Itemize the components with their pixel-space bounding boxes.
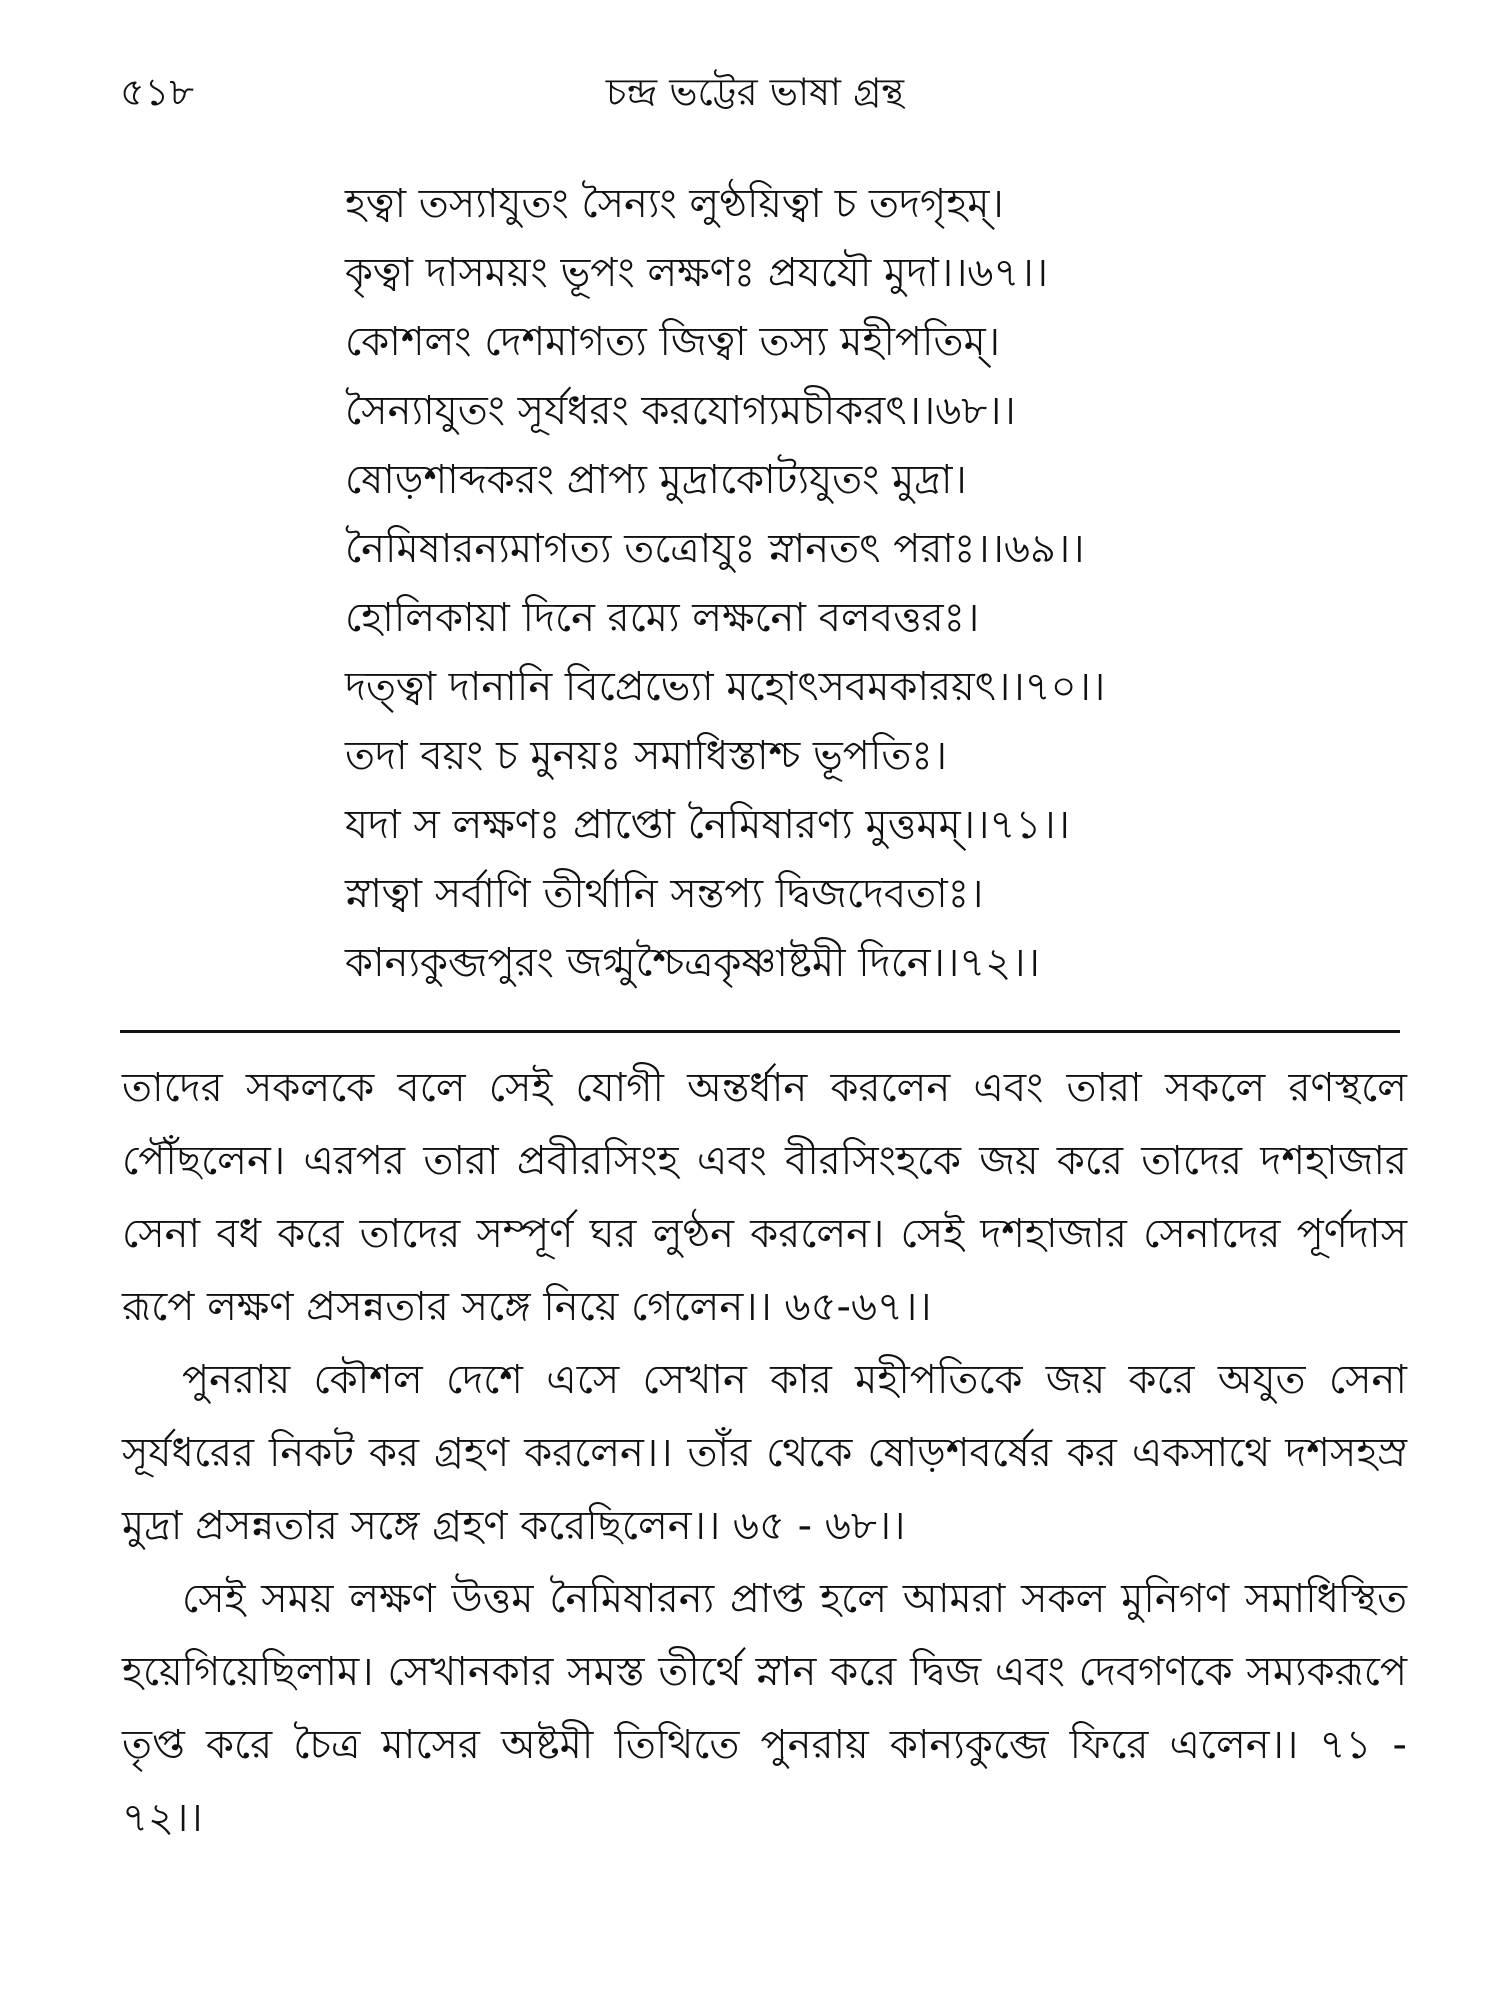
verse-line: ষোড়শাব্দকরং প্রাপ্য মুদ্রাকোট্যযুতং মুদ্রা। — [345, 457, 967, 503]
translation-paragraph: পুনরায় কৌশল দেশে এসে সেখান কার মহীপতিকে জয় করে অযুত সেনা সূর্যধরের নিকট কর গ্রহণ করলেন।। তাঁর থেকে ষোড়শবর্ষের কর একসাথে দশসহস্র মুদ্রা প্রসন্নতার সঙ্গে গ্রহণ করেছিলেন।। ৬৫ - ৬৮।। — [122, 1357, 1407, 1549]
verse-line: কান্যকুব্জপুরং জগ্মুশ্চৈত্রকৃষ্ণাষ্টমী দিনে।।৭২।। — [345, 940, 1040, 986]
verse-line: হত্বা তস্যাযুতং সৈন্যং লুণ্ঠয়িত্বা চ তদগৃহম্। — [345, 181, 1004, 227]
translation-paragraph: সেই সময় লক্ষণ উত্তম নৈমিষারন্য প্রাপ্ত হলে আমরা সকল মুনিগণ সমাধিস্থিত হয়েগিয়েছিলাম। সেখানকার সমস্ত তীর্থে স্নান করে দ্বিজ এবং দেবগণকে সম্যকরূপে তৃপ্ত করে চৈত্র মাসের অষ্টমী তিথিতে পুনরায় কান্যকুব্জে ফিরে এলেন।। ৭১ - ৭২।। — [122, 1576, 1407, 1841]
section-divider — [120, 1030, 1400, 1033]
translation-paragraph: তাদের সকলকে বলে সেই যোগী অন্তর্ধান করলেন এবং তারা সকলে রণস্থলে পৌঁছলেন। এরপর তারা প্রবীরসিংহ এবং বীরসিংহকে জয় করে তাদের দশহাজার সেনা বধ করে তাদের সম্পূর্ণ ঘর লুণ্ঠন করলেন। সেই দশহাজার সেনাদের পূর্ণদাস রূপে লক্ষণ প্রসন্নতার সঙ্গে নিয়ে গেলেন।। ৬৫-৬৭।। — [122, 1065, 1407, 1330]
page-number: ৫১৮ — [120, 70, 194, 114]
running-title: চন্দ্র ভট্টের ভাষা গ্রন্থ — [605, 70, 905, 114]
sanskrit-verses — [345, 170, 1395, 998]
bengali-translation — [122, 1052, 1407, 1855]
verse-line: তদা বয়ং চ মুনয়ঃ সমাধিস্তাশ্চ ভূপতিঃ। — [345, 733, 948, 779]
page-header — [120, 62, 1390, 132]
verse-line: নৈমিষারন্যমাগত্য তত্রোযুঃ স্নানতৎ পরাঃ।।৬৯।। — [345, 526, 1085, 572]
verse-line: কৃত্বা দাসময়ং ভূপং লক্ষণঃ প্রযযৌ মুদা।।৬৭।। — [345, 250, 1049, 296]
verse-line: যদা স লক্ষণঃ প্রাপ্তো নৈমিষারণ্য মুত্তমম্।।৭১।। — [345, 802, 1070, 848]
verse-line: সৈন্যাযুতং সূর্যধরং করযোগ্যমচীকরৎ।।৬৮।। — [345, 388, 1016, 434]
verse-line: কোশলং দেশমাগত্য জিত্বা তস্য মহীপতিম্। — [345, 319, 1001, 365]
verse-line: হোলিকায়া দিনে রম্যে লক্ষনো বলবত্তরঃ। — [345, 595, 980, 641]
verse-line: দত্ত্বা দানানি বিপ্রেভ্যো মহোৎসবমকারয়ৎ।।৭০।। — [345, 664, 1106, 710]
verse-line: স্নাত্বা সর্বাণি তীর্থানি সন্তপ্য দ্বিজদেবতাঃ। — [345, 871, 984, 917]
